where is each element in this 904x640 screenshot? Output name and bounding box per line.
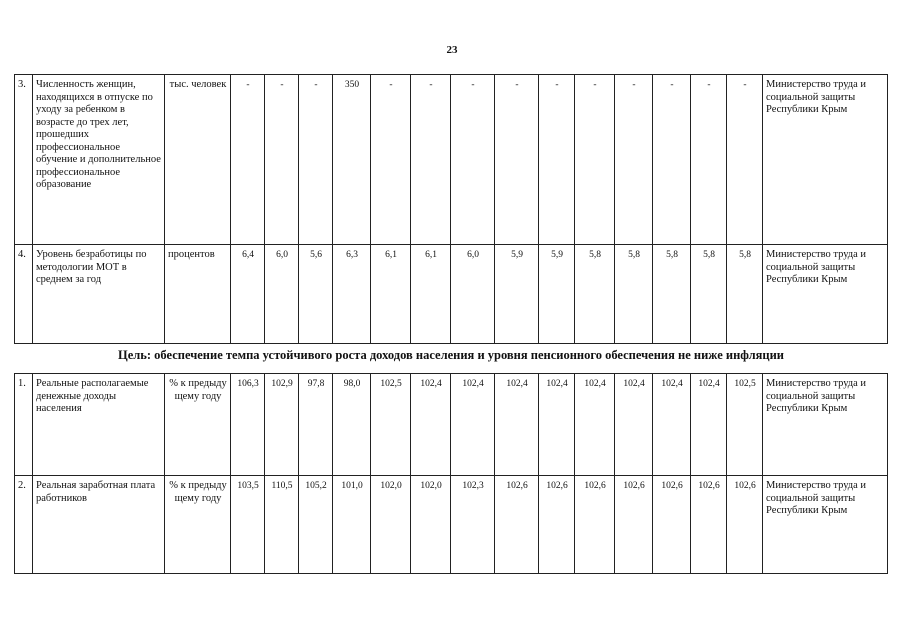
value-cell: 102,0: [411, 476, 451, 574]
indicator-name: Реальные располагаемые денежные доходы населения: [33, 374, 165, 476]
value-cell: -: [265, 75, 299, 245]
value-cell: 102,4: [539, 374, 575, 476]
value-cell: 102,6: [495, 476, 539, 574]
value-cell: 102,5: [727, 374, 763, 476]
value-cell: 5,6: [299, 245, 333, 344]
indicator-name: Уровень безработицы по методологии МОТ в среднем за год: [33, 245, 165, 344]
goal-heading: Цель: обеспечение темпа устойчивого роста доходов населения и уровня пенсионного обеспечения не ниже инфляции: [15, 344, 888, 374]
responsible-agency: Министерство труда и социальной защиты Республики Крым: [763, 374, 888, 476]
value-cell: 102,6: [691, 476, 727, 574]
value-cell: 6,3: [333, 245, 371, 344]
value-cell: -: [539, 75, 575, 245]
value-cell: 6,0: [265, 245, 299, 344]
row-number: 2.: [15, 476, 33, 574]
row-number: 4.: [15, 245, 33, 344]
value-cell: 5,8: [575, 245, 615, 344]
value-cell: 102,6: [575, 476, 615, 574]
unit: % к предыду щему году: [165, 374, 231, 476]
value-cell: 5,8: [727, 245, 763, 344]
value-cell: 98,0: [333, 374, 371, 476]
value-cell: -: [575, 75, 615, 245]
indicators-table: [14, 74, 888, 574]
unit: % к предыду щему году: [165, 476, 231, 574]
value-cell: 102,4: [575, 374, 615, 476]
value-cell: 5,9: [539, 245, 575, 344]
value-cell: 102,6: [539, 476, 575, 574]
value-cell: 6,4: [231, 245, 265, 344]
responsible-agency: Министерство труда и социальной защиты Республики Крым: [763, 476, 888, 574]
value-cell: -: [299, 75, 333, 245]
value-cell: -: [411, 75, 451, 245]
value-cell: 102,6: [653, 476, 691, 574]
value-cell: 101,0: [333, 476, 371, 574]
value-cell: 5,8: [615, 245, 653, 344]
value-cell: 6,0: [451, 245, 495, 344]
value-cell: -: [653, 75, 691, 245]
value-cell: -: [231, 75, 265, 245]
value-cell: 102,4: [495, 374, 539, 476]
unit: тыс. человек: [165, 75, 231, 245]
unit: процентов: [165, 245, 231, 344]
value-cell: -: [495, 75, 539, 245]
table-row: [15, 245, 888, 344]
table-row: [15, 374, 888, 476]
row-number: 3.: [15, 75, 33, 245]
responsible-agency: Министерство труда и социальной защиты Республики Крым: [763, 245, 888, 344]
value-cell: 102,6: [615, 476, 653, 574]
responsible-agency: Министерство труда и социальной защиты Республики Крым: [763, 75, 888, 245]
table-row: [15, 476, 888, 574]
value-cell: 110,5: [265, 476, 299, 574]
indicator-name: Реальная заработная плата работников: [33, 476, 165, 574]
row-number: 1.: [15, 374, 33, 476]
value-cell: 102,6: [727, 476, 763, 574]
value-cell: 6,1: [371, 245, 411, 344]
value-cell: -: [727, 75, 763, 245]
value-cell: -: [451, 75, 495, 245]
value-cell: 102,9: [265, 374, 299, 476]
value-cell: 350: [333, 75, 371, 245]
value-cell: 102,4: [451, 374, 495, 476]
value-cell: 102,5: [371, 374, 411, 476]
value-cell: -: [371, 75, 411, 245]
value-cell: 105,2: [299, 476, 333, 574]
value-cell: 102,4: [411, 374, 451, 476]
value-cell: 102,0: [371, 476, 411, 574]
goal-row: [15, 344, 888, 374]
indicator-name: Численность женщин, находящихся в отпуске по уходу за ребенком в возрасте до трех лет, прошедших профессиональное обучение и дополнительное профессиональное образование: [33, 75, 165, 245]
value-cell: 102,3: [451, 476, 495, 574]
value-cell: 102,4: [615, 374, 653, 476]
value-cell: 5,8: [653, 245, 691, 344]
value-cell: 103,5: [231, 476, 265, 574]
page-number: 23: [446, 44, 458, 56]
value-cell: -: [615, 75, 653, 245]
value-cell: 102,4: [691, 374, 727, 476]
value-cell: -: [691, 75, 727, 245]
value-cell: 6,1: [411, 245, 451, 344]
value-cell: 97,8: [299, 374, 333, 476]
value-cell: 5,8: [691, 245, 727, 344]
value-cell: 106,3: [231, 374, 265, 476]
table-row: [15, 75, 888, 245]
value-cell: 102,4: [653, 374, 691, 476]
value-cell: 5,9: [495, 245, 539, 344]
